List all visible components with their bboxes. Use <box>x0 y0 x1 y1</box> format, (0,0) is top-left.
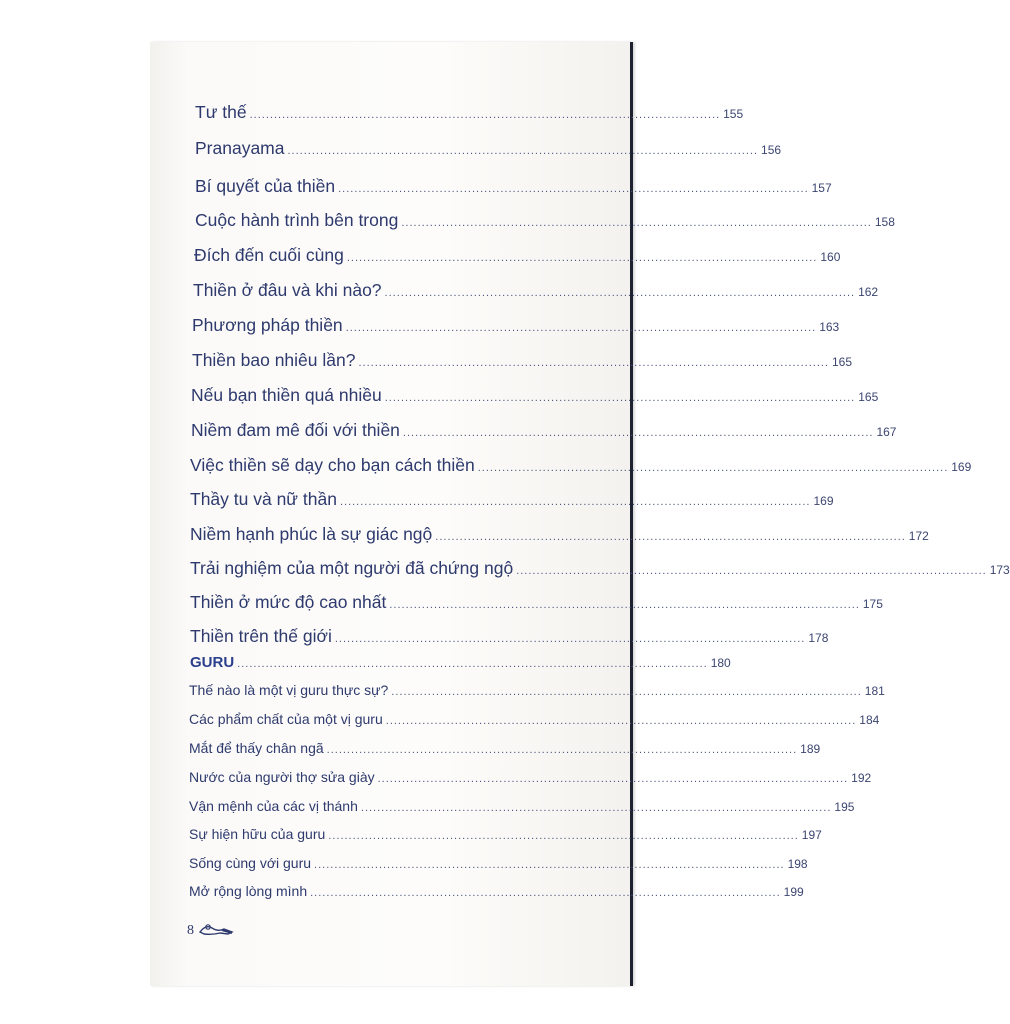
toc-entry <box>190 626 829 654</box>
toc-entry <box>189 769 872 797</box>
page-number: 8 <box>187 922 194 938</box>
toc-entry <box>189 855 808 883</box>
toc-entry-title: Cuộc hành trình bên trong <box>195 210 399 230</box>
dot-leader: .................................................................................................................... <box>402 427 874 439</box>
book-page <box>150 42 1010 986</box>
toc-entry-title: Các phẩm chất của một vị guru <box>189 711 383 727</box>
toc-entry-page: 167 <box>876 425 897 439</box>
dot-leader: .................................................................................................................... <box>384 392 856 404</box>
toc-section-heading <box>190 654 731 682</box>
toc-entry-title: Niềm đam mê đối với thiền <box>191 420 400 440</box>
dot-leader: .................................................................................................................... <box>287 145 759 157</box>
toc-entry-title: Trải nghiệm của một người đã chứng ngộ <box>190 558 514 578</box>
toc-entry <box>189 826 822 854</box>
dot-leader: .................................................................................................................... <box>401 217 872 229</box>
toc-entry-page: 178 <box>808 631 829 645</box>
toc-entry-page: 157 <box>811 181 832 195</box>
toc-entry-title: Thiền bao nhiêu lần? <box>192 350 356 370</box>
toc-entry-title: Thầy tu và nữ thần <box>190 489 337 509</box>
toc-entry-page: 169 <box>813 494 834 508</box>
toc-entry-page: 165 <box>831 355 853 369</box>
toc-entry <box>190 524 929 552</box>
dot-leader: .................................................................................................................... <box>377 773 849 785</box>
toc-entry-page: 160 <box>820 250 841 264</box>
toc-entry-page: 155 <box>723 107 744 121</box>
toc-entry-page: 173 <box>989 563 1010 577</box>
toc-entry <box>189 883 804 911</box>
toc-entry-title: Pranayama <box>195 138 285 158</box>
toc-entry-title: Nếu bạn thiền quá nhiều <box>191 385 382 405</box>
dot-leader: .................................................................................................................... <box>338 183 809 195</box>
toc-entry-title: Việc thiền sẽ dạy cho bạn cách thiền <box>190 455 475 475</box>
toc-entry-page: 192 <box>851 771 872 785</box>
toc-entry-title: Mở rộng lòng mình <box>189 883 308 899</box>
dot-leader: .................................................................................................................... <box>516 565 987 577</box>
toc-entry-page: 175 <box>862 597 883 611</box>
page-footer <box>187 920 236 941</box>
dot-leader: .................................................................................................................... <box>339 496 811 508</box>
toc-entry-page: 189 <box>800 742 821 756</box>
reclining-figure-icon <box>198 920 236 941</box>
dot-leader: .................................................................................................................... <box>435 531 906 543</box>
dot-leader: .................................................................................................................... <box>385 715 857 727</box>
dot-leader: .................................................................................................................... <box>310 887 781 899</box>
toc-entry <box>195 210 895 238</box>
toc-entry <box>191 420 897 448</box>
toc-entry <box>191 385 879 413</box>
toc-entry <box>194 245 841 273</box>
dot-leader: .................................................................................................................... <box>358 357 829 369</box>
toc-entry-title: Niềm hạnh phúc là sự giác ngộ <box>190 524 433 544</box>
toc-entry-page: 162 <box>858 285 879 299</box>
toc-entry-title: Bí quyết của thiền <box>195 176 336 196</box>
toc-entry-title: Tư thế <box>195 102 247 122</box>
dot-leader: .................................................................................................................... <box>360 802 832 814</box>
toc-entry-title: Nước của người thợ sửa giày <box>189 769 375 785</box>
toc-entry <box>195 176 832 204</box>
toc-entry-title: Thiền ở mức độ cao nhất <box>190 592 387 612</box>
toc-entry-title: Vận mệnh của các vị thánh <box>189 798 358 814</box>
toc-entry-page: 198 <box>787 857 808 871</box>
dot-leader: .................................................................................................................... <box>346 252 818 264</box>
toc-entry-title: Phương pháp thiền <box>192 315 343 335</box>
toc-entry <box>192 315 840 343</box>
dot-leader: .................................................................................................................... <box>334 633 806 645</box>
toc-entry-page: 199 <box>783 885 804 899</box>
toc-entry-title: Thế nào là một vị guru thực sự? <box>189 682 389 698</box>
toc-entry-page: 169 <box>951 460 972 474</box>
toc-entry-title: Mắt để thấy chân ngã <box>189 740 324 756</box>
section-title: GURU <box>190 654 235 671</box>
dot-leader: .................................................................................................................... <box>391 686 862 698</box>
toc-entry-page: 163 <box>819 320 840 334</box>
toc-entry-title: Sống cùng với guru <box>189 855 312 871</box>
toc-entry-title: Đích đến cuối cùng <box>194 245 344 265</box>
toc-entry-title: Thiền trên thế giới <box>190 626 332 646</box>
dot-leader: .................................................................................................................... <box>477 462 949 474</box>
dot-leader: .................................................................................................................... <box>328 830 799 842</box>
toc-entry-page: 165 <box>858 390 879 404</box>
toc-entry-page: 172 <box>908 529 929 543</box>
toc-entry <box>189 798 855 826</box>
toc-entry <box>195 138 782 166</box>
toc-entry <box>193 280 879 308</box>
toc-entry <box>189 711 880 739</box>
toc-entry <box>190 592 883 620</box>
toc-entry-page: 181 <box>864 684 885 698</box>
toc-entry <box>189 682 885 710</box>
dot-leader: .................................................................................................................... <box>345 322 817 334</box>
section-page: 180 <box>710 656 731 670</box>
toc-entry-title: Sự hiện hữu của guru <box>189 826 326 842</box>
dot-leader: .................................................................................................................... <box>326 744 798 756</box>
toc-entry <box>190 558 1010 586</box>
toc-entry-title: Thiền ở đâu và khi nào? <box>193 280 382 300</box>
toc-entry-page: 184 <box>859 713 880 727</box>
toc-entry-page: 195 <box>834 800 855 814</box>
dot-leader: .................................................................................................................... <box>384 287 856 299</box>
toc-entry <box>195 102 744 130</box>
dot-leader: .................................................................................................................... <box>249 109 721 121</box>
toc-entry <box>189 740 821 768</box>
dot-leader: .................................................................................................................... <box>389 599 860 611</box>
dot-leader: .................................................................................................................... <box>314 859 785 871</box>
toc-entry <box>190 455 972 483</box>
toc-entry-page: 158 <box>874 215 895 229</box>
table-of-contents <box>150 42 1010 986</box>
toc-entry <box>190 489 834 517</box>
toc-entry-page: 156 <box>761 143 782 157</box>
dot-leader: .................................................................................................................... <box>237 658 708 670</box>
toc-entry <box>192 350 853 378</box>
toc-entry-page: 197 <box>801 828 822 842</box>
